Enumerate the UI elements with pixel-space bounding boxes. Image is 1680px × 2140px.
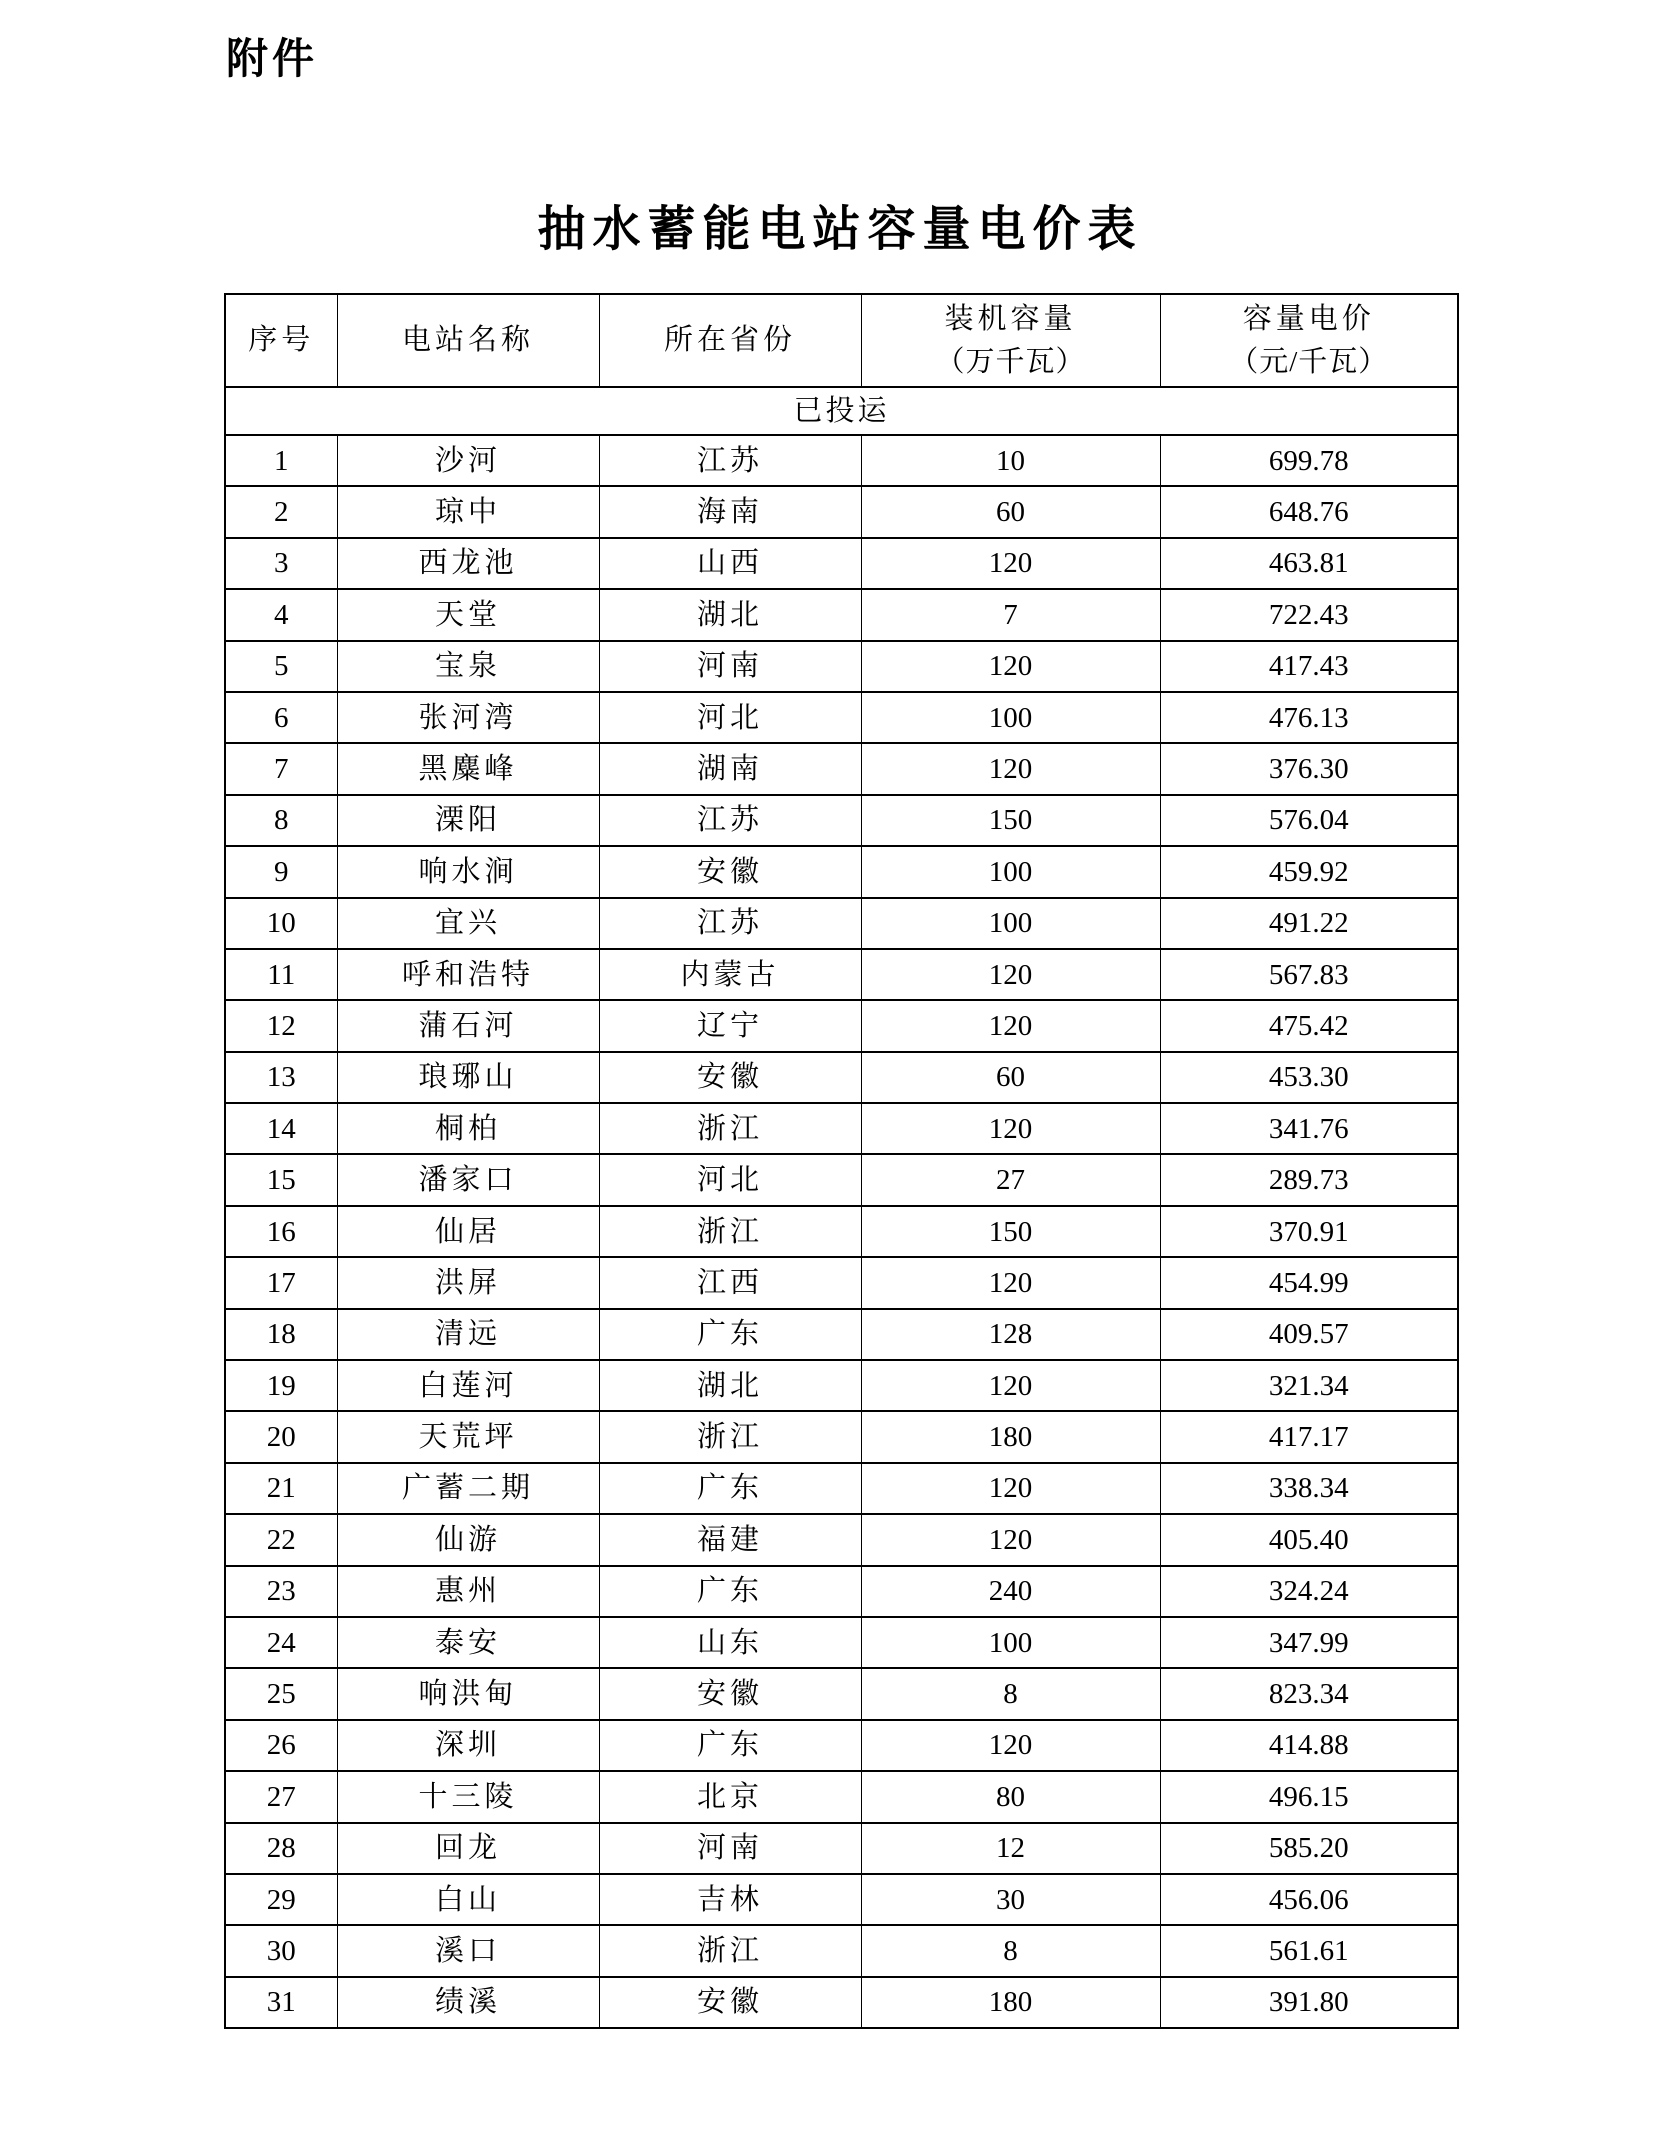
cell-capacity: 180 [861,1411,1160,1462]
cell-index: 1 [225,435,337,486]
cell-province: 福建 [599,1514,861,1565]
cell-price: 453.30 [1160,1052,1458,1103]
cell-index: 11 [225,949,337,1000]
cell-station-name: 洪屏 [337,1257,599,1308]
cell-price: 409.57 [1160,1309,1458,1360]
cell-province: 安徽 [599,846,861,897]
col-header-capacity-label: 装机容量 [944,303,1077,336]
cell-station-name: 宜兴 [337,898,599,949]
cell-station-name: 仙居 [337,1206,599,1257]
cell-station-name: 呼和浩特 [337,949,599,1000]
cell-index: 3 [225,538,337,589]
table-row [225,1360,1458,1411]
cell-index: 31 [225,1977,337,2028]
cell-index: 9 [225,846,337,897]
cell-price: 491.22 [1160,898,1458,949]
cell-index: 18 [225,1309,337,1360]
cell-price: 567.83 [1160,949,1458,1000]
cell-station-name: 深圳 [337,1720,599,1771]
table-row [225,589,1458,640]
table-row [225,1206,1458,1257]
table-row [225,538,1458,589]
table-row [225,1823,1458,1874]
table-row [225,1052,1458,1103]
cell-station-name: 白莲河 [337,1360,599,1411]
cell-price: 722.43 [1160,589,1458,640]
cell-index: 28 [225,1823,337,1874]
cell-capacity: 120 [861,1514,1160,1565]
cell-price: 341.76 [1160,1103,1458,1154]
header-row [225,294,1458,387]
cell-province: 浙江 [599,1411,861,1462]
table-row [225,1257,1458,1308]
cell-index: 7 [225,743,337,794]
cell-province: 江苏 [599,898,861,949]
col-header-price-unit: （元/千瓦） [1229,345,1389,378]
table-row [225,1874,1458,1925]
cell-price: 576.04 [1160,795,1458,846]
cell-capacity: 12 [861,1823,1160,1874]
cell-station-name: 广蓄二期 [337,1463,599,1514]
cell-capacity: 150 [861,1206,1160,1257]
cell-province: 河北 [599,692,861,743]
cell-station-name: 黑麋峰 [337,743,599,794]
cell-province: 江苏 [599,795,861,846]
cell-index: 23 [225,1566,337,1617]
cell-index: 16 [225,1206,337,1257]
cell-index: 17 [225,1257,337,1308]
table-row [225,486,1458,537]
cell-index: 26 [225,1720,337,1771]
cell-station-name: 回龙 [337,1823,599,1874]
cell-station-name: 泰安 [337,1617,599,1668]
cell-index: 22 [225,1514,337,1565]
cell-index: 21 [225,1463,337,1514]
cell-index: 19 [225,1360,337,1411]
table-row [225,1463,1458,1514]
cell-capacity: 7 [861,589,1160,640]
attachment-label: 附件 [226,35,319,82]
col-header-capacity [861,294,1160,387]
cell-index: 29 [225,1874,337,1925]
cell-province: 内蒙古 [599,949,861,1000]
cell-index: 8 [225,795,337,846]
cell-station-name: 琼中 [337,486,599,537]
cell-index: 12 [225,1000,337,1051]
cell-province: 安徽 [599,1052,861,1103]
cell-price: 289.73 [1160,1154,1458,1205]
cell-province: 广东 [599,1309,861,1360]
section-label: 已投运 [225,387,1458,435]
cell-index: 24 [225,1617,337,1668]
cell-price: 391.80 [1160,1977,1458,2028]
cell-province: 吉林 [599,1874,861,1925]
cell-capacity: 120 [861,641,1160,692]
col-header-province [599,294,861,387]
cell-price: 823.34 [1160,1668,1458,1719]
cell-index: 30 [225,1925,337,1976]
cell-price: 454.99 [1160,1257,1458,1308]
cell-station-name: 仙游 [337,1514,599,1565]
cell-province: 河南 [599,641,861,692]
cell-station-name: 十三陵 [337,1771,599,1822]
cell-province: 海南 [599,486,861,537]
cell-province: 广东 [599,1463,861,1514]
cell-station-name: 响洪甸 [337,1668,599,1719]
cell-province: 江苏 [599,435,861,486]
table-row [225,1000,1458,1051]
col-header-price [1160,294,1458,387]
cell-capacity: 120 [861,1000,1160,1051]
table-row [225,1103,1458,1154]
cell-capacity: 150 [861,795,1160,846]
cell-capacity: 100 [861,898,1160,949]
cell-station-name: 天堂 [337,589,599,640]
col-header-index [225,294,337,387]
cell-capacity: 100 [861,692,1160,743]
cell-capacity: 120 [861,743,1160,794]
table-row [225,1617,1458,1668]
table-row [225,1514,1458,1565]
cell-province: 北京 [599,1771,861,1822]
table-row [225,743,1458,794]
cell-index: 25 [225,1668,337,1719]
cell-capacity: 120 [861,1720,1160,1771]
cell-station-name: 桐柏 [337,1103,599,1154]
cell-capacity: 120 [861,1463,1160,1514]
cell-price: 347.99 [1160,1617,1458,1668]
cell-capacity: 60 [861,486,1160,537]
table-body [225,387,1458,2028]
cell-price: 475.42 [1160,1000,1458,1051]
cell-province: 浙江 [599,1206,861,1257]
cell-station-name: 张河湾 [337,692,599,743]
cell-price: 338.34 [1160,1463,1458,1514]
cell-price: 405.40 [1160,1514,1458,1565]
col-header-station-name-label: 电站名称 [401,324,534,357]
cell-station-name: 溪口 [337,1925,599,1976]
price-table [224,293,1459,2029]
cell-province: 安徽 [599,1668,861,1719]
cell-station-name: 琅琊山 [337,1052,599,1103]
cell-index: 6 [225,692,337,743]
table-row [225,1309,1458,1360]
cell-province: 辽宁 [599,1000,861,1051]
cell-index: 15 [225,1154,337,1205]
cell-province: 湖南 [599,743,861,794]
cell-index: 5 [225,641,337,692]
cell-capacity: 120 [861,538,1160,589]
cell-capacity: 8 [861,1925,1160,1976]
cell-index: 20 [225,1411,337,1462]
cell-price: 324.24 [1160,1566,1458,1617]
cell-province: 广东 [599,1720,861,1771]
cell-station-name: 绩溪 [337,1977,599,2028]
cell-index: 27 [225,1771,337,1822]
cell-province: 山西 [599,538,861,589]
cell-price: 561.61 [1160,1925,1458,1976]
cell-province: 湖北 [599,1360,861,1411]
cell-capacity: 100 [861,846,1160,897]
cell-province: 山东 [599,1617,861,1668]
table-row [225,692,1458,743]
cell-station-name: 惠州 [337,1566,599,1617]
section-row [225,387,1458,435]
cell-price: 456.06 [1160,1874,1458,1925]
cell-price: 417.17 [1160,1411,1458,1462]
col-header-price-label: 容量电价 [1242,303,1375,336]
cell-capacity: 30 [861,1874,1160,1925]
table-row [225,1720,1458,1771]
cell-price: 496.15 [1160,1771,1458,1822]
cell-station-name: 西龙池 [337,538,599,589]
cell-station-name: 蒲石河 [337,1000,599,1051]
table-row [225,1154,1458,1205]
col-header-index-label: 序号 [248,324,315,357]
table-row [225,1977,1458,2028]
cell-province: 江西 [599,1257,861,1308]
cell-station-name: 响水涧 [337,846,599,897]
cell-price: 476.13 [1160,692,1458,743]
cell-capacity: 120 [861,1360,1160,1411]
cell-index: 13 [225,1052,337,1103]
cell-station-name: 宝泉 [337,641,599,692]
cell-capacity: 100 [861,1617,1160,1668]
col-header-capacity-unit: （万千瓦） [935,345,1086,378]
table-row [225,846,1458,897]
table-row [225,795,1458,846]
cell-price: 699.78 [1160,435,1458,486]
cell-province: 河南 [599,1823,861,1874]
cell-capacity: 120 [861,949,1160,1000]
cell-capacity: 128 [861,1309,1160,1360]
cell-capacity: 240 [861,1566,1160,1617]
cell-station-name: 天荒坪 [337,1411,599,1462]
cell-price: 414.88 [1160,1720,1458,1771]
table-row [225,1668,1458,1719]
table-row [225,435,1458,486]
cell-capacity: 8 [861,1668,1160,1719]
cell-station-name: 沙河 [337,435,599,486]
table-row [225,641,1458,692]
cell-capacity: 80 [861,1771,1160,1822]
cell-price: 376.30 [1160,743,1458,794]
cell-price: 459.92 [1160,846,1458,897]
cell-capacity: 60 [861,1052,1160,1103]
cell-price: 585.20 [1160,1823,1458,1874]
cell-capacity: 27 [861,1154,1160,1205]
page-title: 抽水蓄能电站容量电价表 [537,203,1143,256]
cell-station-name: 清远 [337,1309,599,1360]
cell-index: 10 [225,898,337,949]
cell-index: 4 [225,589,337,640]
cell-price: 463.81 [1160,538,1458,589]
cell-station-name: 潘家口 [337,1154,599,1205]
col-header-province-label: 所在省份 [663,324,796,357]
table-row [225,1411,1458,1462]
cell-province: 湖北 [599,589,861,640]
table-row [225,1771,1458,1822]
cell-province: 浙江 [599,1103,861,1154]
cell-price: 370.91 [1160,1206,1458,1257]
table-row [225,949,1458,1000]
cell-capacity: 10 [861,435,1160,486]
table-row [225,1925,1458,1976]
col-header-station-name [337,294,599,387]
cell-province: 河北 [599,1154,861,1205]
cell-price: 417.43 [1160,641,1458,692]
cell-index: 14 [225,1103,337,1154]
cell-price: 321.34 [1160,1360,1458,1411]
cell-station-name: 白山 [337,1874,599,1925]
table-row [225,898,1458,949]
cell-capacity: 180 [861,1977,1160,2028]
cell-index: 2 [225,486,337,537]
cell-province: 安徽 [599,1977,861,2028]
cell-province: 浙江 [599,1925,861,1976]
cell-capacity: 120 [861,1257,1160,1308]
cell-station-name: 溧阳 [337,795,599,846]
cell-province: 广东 [599,1566,861,1617]
cell-capacity: 120 [861,1103,1160,1154]
cell-price: 648.76 [1160,486,1458,537]
table-row [225,1566,1458,1617]
